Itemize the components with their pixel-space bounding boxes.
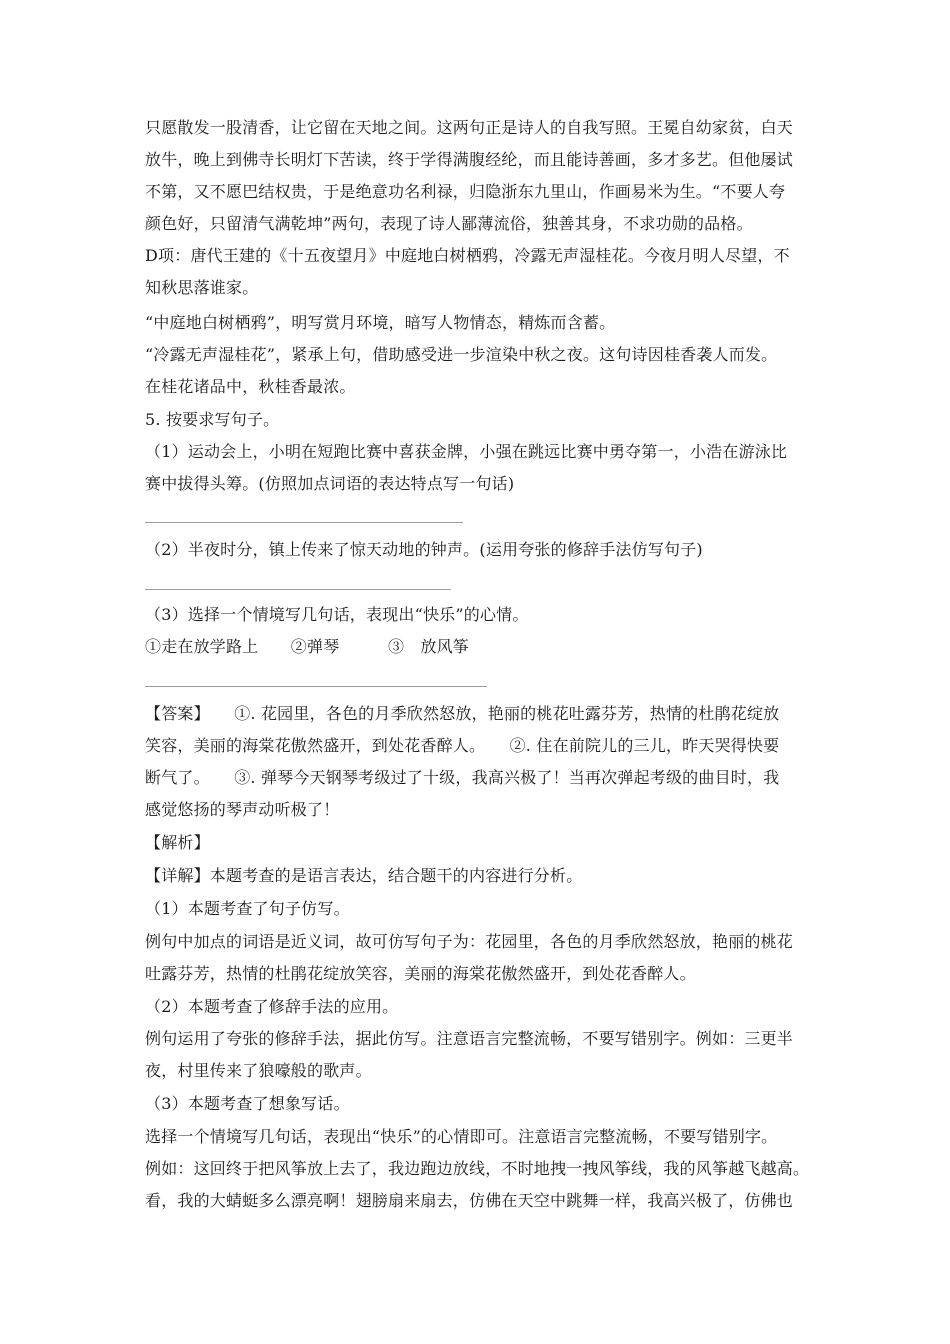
text-line: （1）本题考查了句子仿写。 [145, 899, 350, 918]
question-title: 5. 按要求写句子。 [145, 410, 280, 429]
text-line: 赛中拔得头筹。(仿照加点词语的表达特点写一句话) [145, 474, 515, 493]
text-line: （3）本题考查了想象写话。 [145, 1094, 350, 1113]
text-line: 只愿散发一股清香，让它留在天地之间。这两句正是诗人的自我写照。王冕自幼家贫，白天 [145, 118, 794, 137]
text-line: 放牛，晚上到佛寺长明灯下苦读，终于学得满腹经纶，而且能诗善画，多才多艺。但他屡试 [145, 150, 794, 169]
text-line: 【详解】本题考查的是语言表达，结合题干的内容进行分析。 [145, 866, 583, 885]
text-line: 夜，村里传来了狼嚎般的歌声。 [145, 1061, 372, 1080]
text-line: D项：唐代王建的《十五夜望月》中庭地白树栖鸦，冷露无声湿桂花。今夜月明人尽望，不 [145, 246, 790, 265]
text-line: 例句运用了夸张的修辞手法，据此仿写。注意语言完整流畅，不要写错别字。例如：三更半 [145, 1029, 794, 1048]
text-line: 断气了。 ③. 弹琴今天钢琴考级过了十级，我高兴极了！当再次弹起考级的曲目时，我 [145, 768, 780, 787]
text-line: 不第，又不愿巴结权贵，于是绝意功名利禄，归隐浙东九里山，作画易米为生。“不要人夸 [145, 182, 786, 201]
text-line: （1）运动会上，小明在短跑比赛中喜获金牌，小强在跳远比赛中勇夺第一，小浩在游泳比 [145, 442, 788, 461]
answer-blank-line [145, 589, 451, 590]
answer-line: 【答案】 ①. 花园里，各色的月季欣然怒放，艳丽的桃花吐露芬芳，热情的杜鹃花绽放 [145, 704, 780, 723]
text-line: （2）半夜时分，镇上传来了惊天动地的钟声。(运用夸张的修辞手法仿写句子) [145, 540, 703, 559]
text-line: 感觉悠扬的琴声动听极了！ [145, 800, 340, 819]
text-line: 吐露芬芳，热情的杜鹃花绽放笑容，美丽的海棠花傲然盛开，到处花香醉人。 [145, 964, 696, 983]
answer-blank-line [145, 522, 463, 523]
text-line: 选择一个情境写几句话，表现出“快乐”的心情即可。注意语言完整流畅，不要写错别字。 [145, 1127, 778, 1146]
text-line: 知秋思落谁家。 [145, 278, 259, 297]
text-line: 颜色好，只留清气满乾坤”两句，表现了诗人鄙薄流俗，独善其身，不求功勋的品格。 [145, 214, 753, 233]
text-line: 例句中加点的词语是近义词，故可仿写句子为：花园里，各色的月季欣然怒放，艳丽的桃花 [145, 932, 794, 951]
text-line: “冷露无声湿桂花”，紧承上句，借助感受进一步渲染中秋之夜。这句诗因桂香袭人而发。 [145, 345, 778, 364]
text-line: 笑容，美丽的海棠花傲然盛开，到处花香醉人。 ②. 住在前院儿的三儿，昨天哭得快要 [145, 736, 780, 755]
text-line: ①走在放学路上 ②弹琴 ③ 放风筝 [145, 637, 470, 656]
answer-blank-line [145, 686, 487, 687]
text-line: （3）选择一个情境写几句话，表现出“快乐”的心情。 [145, 605, 529, 624]
text-line: 例如：这回终于把风筝放上去了，我边跑边放线，不时地拽一拽风筝线，我的风筝越飞越高。 [145, 1159, 810, 1178]
analysis-heading: 【解析】 [145, 833, 210, 852]
text-line: （2）本题考查了修辞手法的应用。 [145, 997, 399, 1016]
text-line: 在桂花诸品中，秋桂香最浓。 [145, 377, 356, 396]
text-line: 看，我的大蜻蜓多么漂亮啊！翅膀扇来扇去，仿佛在天空中跳舞一样，我高兴极了，仿佛也 [145, 1191, 794, 1210]
text-line: “中庭地白树栖鸦”，明写赏月环境，暗写人物情态，精炼而含蓄。 [145, 313, 616, 332]
